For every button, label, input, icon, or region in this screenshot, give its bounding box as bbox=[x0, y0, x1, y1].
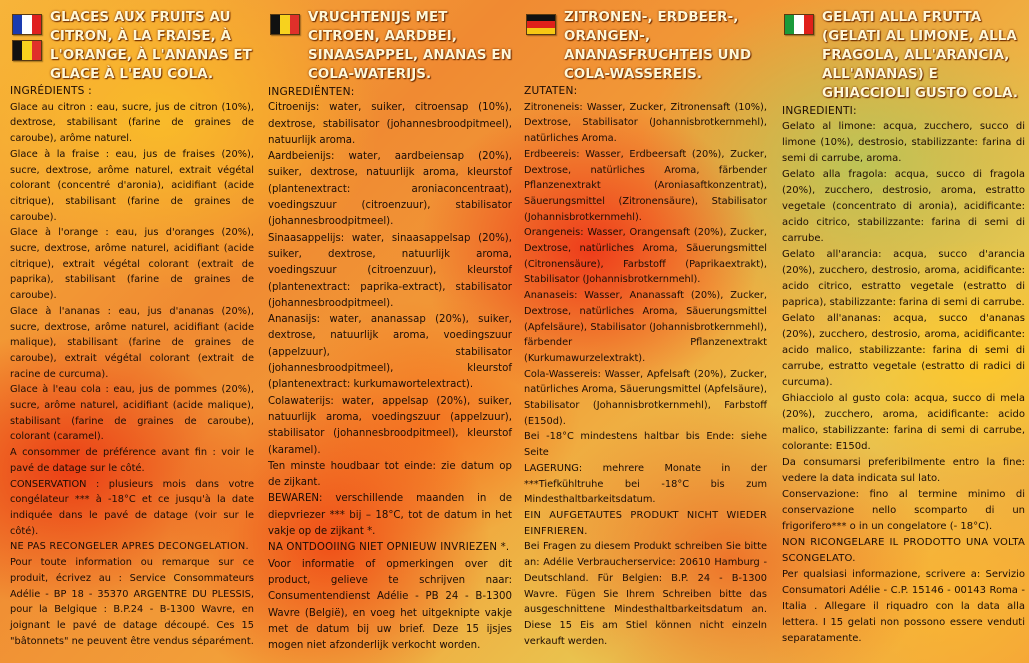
column-french bbox=[10, 8, 254, 658]
column-header bbox=[524, 8, 767, 84]
flag-stripe bbox=[22, 41, 31, 60]
ingredient-paragraph: Cola-Wassereis: Wasser, Apfelsaft (20%), Zucker, natürliches Aroma, Säuerungsmittel (Apfelsäure), Stabilisator (Johannisbrotkernmehl), Farbstoff (E150d). bbox=[524, 368, 767, 427]
contact-text: Per qualsiasi informazione, scrivere a: Servizio Consumatori Adélie - C.P. 15146 - 00143 Roma - Italia . Allegare il riquadro con la data alla lettera. I 15 gelati non possono essere venduti separatamente. bbox=[782, 569, 1025, 644]
column-german bbox=[524, 8, 767, 658]
best-before-text: Da consumarsi preferibilmente entro la fine: vedere la data indicata sul lato. bbox=[782, 457, 1025, 484]
contact-text: Bei Fragen zu diesem Produkt schreiben Sie bitte an: Adélie Verbraucherservice: 20610 Hamburg - Deutschland. Für Belgien: B.P. 24 - B-1300 Wavre. Fügen Sie Ihrem Schreiben bitte das ausgeschnittene Mindesthaltbarkeitsdatum an. Diese 15 Eis am Stiel können nicht einzeln verkauft werden. bbox=[524, 541, 767, 647]
flag-stripe bbox=[32, 41, 41, 60]
ingredient-paragraph: Zitroneneis: Wasser, Zucker, Zitronensaft (10%), Dextrose, Stabilisator (Johannisbrotkernmehl), natürliches Aroma. bbox=[524, 101, 767, 145]
flag-stripe bbox=[804, 15, 813, 34]
flag-stripe bbox=[13, 15, 22, 34]
storage-text: Conservazione: fino al termine minimo di conservazione nello scomparto di un frigorifero*** o in un congelatore (- 18°C). bbox=[782, 489, 1025, 532]
ingredient-paragraph: Glace à l'ananas : eau, jus d'ananas (20%), sucre, dextrose, arôme naturel, acidifiant (acide malique), stabilisant (farine de graines de caroube), extrait végétal colorant (extrait de racine de curcuma). bbox=[10, 305, 254, 380]
ingredient-paragraph: Gelato all'arancia: acqua, succo d'arancia (20%), zucchero, destrosio, aroma, acidificante: acido citrico, estratto vegetale (estratto di paprica), stabilizzante: farina di semi di carrube. bbox=[782, 249, 1025, 308]
ingredients-heading: ZUTATEN: bbox=[524, 85, 578, 97]
ingredients-heading: INGREDIENTI: bbox=[782, 105, 857, 117]
flag-stripe bbox=[32, 15, 41, 34]
refreeze-warning: NON RICONGELARE IL PRODOTTO UNA VOLTA SCONGELATO. bbox=[782, 537, 1025, 564]
contact-text: Pour toute information ou remarque sur ce produit, écrivez au : Service Consommateurs Adélie - BP 18 - 35370 ARGENTRE DU PLESSIS, pour la Belgique : B.P.24 - B-1300 Wavre, en joignant le pavé de datage découpé. Ces 15 "bâtonnets" ne peuvent être vendus séparément. bbox=[10, 557, 254, 647]
column-title: VRUCHTENIJS MET CITROEN, AARDBEI, SINAASAPPEL, ANANAS EN COLA-WATERIJS. bbox=[308, 10, 512, 82]
best-before-text: A consommer de préférence avant fin : voir le pavé de datage sur le côté. bbox=[10, 447, 254, 474]
ingredient-paragraph: Glace à l'orange : eau, jus d'oranges (20%), sucre, dextrose, arôme naturel, acidifiant (acide citrique), extrait végétal colorant (extrait de paprika), stabilisant (farine de graines de caroube). bbox=[10, 227, 254, 302]
ingredient-paragraph: Ghiacciolo al gusto cola: acqua, succo di mela (20%), zucchero, aroma, acidificante: acido malico, stabilizzante: farina di semi di carrube, colorante: E150d. bbox=[782, 393, 1025, 452]
france-flag-icon bbox=[12, 14, 42, 35]
ingredient-paragraph: Sinaasappelijs: water, sinaasappelsap (20%), suiker, dextrose, natuurlijk aroma, voedingszuur (citroenzuur), kleurstof (plantenextract: paprika-extract), stabilisator (johannesbroodpitmeel). bbox=[268, 232, 512, 309]
ingredient-paragraph: Gelato all'ananas: acqua, succo d'ananas (20%), zucchero, destrosio, aroma, acidificante: acido malico, stabilizzante: farina di semi di carrube, estratto vegetale (estratto di radici di curcuma). bbox=[782, 313, 1025, 388]
flag-stripe bbox=[794, 15, 803, 34]
ingredient-paragraph: Glace au citron : eau, sucre, jus de citron (10%), dextrose, stabilisant (farine de graines de caroube), arôme naturel. bbox=[10, 101, 254, 145]
flag-stripe bbox=[290, 15, 299, 34]
ingredient-paragraph: Erdbeereis: Wasser, Erdbeersaft (20%), Zucker, Dextrose, natürliches Aroma, färbender Pflanzenextrakt (Aroniasaftkonzentrat), Säuerungsmittel (Zitronensäure), Stabilisator (Johannisbrotkernmehl). bbox=[524, 148, 767, 223]
column-italian bbox=[782, 8, 1025, 658]
best-before-text: Ten minste houdbaar tot einde: zie datum op de zijkant. bbox=[268, 460, 512, 489]
column-header bbox=[10, 8, 254, 84]
ingredient-paragraph: Aardbeienijs: water, aardbeiensap (20%), suiker, dextrose, natuurlijk aroma, kleurstof (plantenextract: aroniaconcentraat), voedingszuur (citroenzuur), stabilisator (johannesbroodpitmeel). bbox=[268, 151, 512, 228]
ingredients-heading: INGREDIËNTEN: bbox=[268, 86, 355, 98]
refreeze-warning: NA ONTDOOIING NIET OPNIEUW INVRIEZEN *. bbox=[268, 542, 510, 554]
flag-stripe bbox=[13, 41, 22, 60]
italy-flag-icon bbox=[784, 14, 814, 35]
ingredient-paragraph: Orangeneis: Wasser, Orangensaft (20%), Zucker, Dextrose, natürliches Aroma, Säuerungsmittel (Citronensäure), Farbstoff (Paprikaextrakt), Stabilisator (Johannisbrotkernmehl). bbox=[524, 227, 767, 286]
ingredient-paragraph: Gelato al limone: acqua, zucchero, succo di limone (10%), destrosio, stabilizzante: farina di semi di carrube, aroma. bbox=[782, 121, 1025, 164]
flag-stripe bbox=[280, 15, 289, 34]
flag-stripe bbox=[22, 15, 31, 34]
belgium-flag-icon bbox=[12, 40, 42, 61]
contact-text: Voor informatie of opmerkingen over dit product, gelieve te schrijven naar: Consumentendienst Adélie - PB 24 - B-1300 Wavre (België), en voeg het uitgeknipte vakje met de datum bij uw brief. Deze 15 ijsjes mogen niet afzonderlijk verkocht worden. bbox=[268, 558, 512, 652]
column-header bbox=[268, 8, 512, 84]
flag-stripe bbox=[527, 28, 555, 34]
ingredient-paragraph: Ananasijs: water, ananassap (20%), suiker, dextrose, natuurlijk aroma, voedingszuur (appelzuur), stabilisator (johannesbroodpitmeel), kleurstof (plantenextract: kurkumawortelextract). bbox=[268, 314, 512, 391]
best-before-text: Bei -18°C mindestens haltbar bis Ende: siehe Seite bbox=[524, 431, 767, 459]
flag-stripe bbox=[785, 15, 794, 34]
column-title: GLACES AUX FRUITS AU CITRON, À LA FRAISE, À L'ORANGE, À L'ANANAS ET GLACE À L'EAU COLA. bbox=[50, 10, 252, 82]
flag-stripe bbox=[271, 15, 280, 34]
ingredient-paragraph: Gelato alla fragola: acqua, succo di fragola (20%), zucchero, destrosio, aroma, estratto vegetale (concentrato di aronia), acidificante: acido citrico, stabilizzante: farina di semi di carrube. bbox=[782, 169, 1025, 244]
column-title: ZITRONEN-, ERDBEER-, ORANGEN-, ANANASFRUCHTEIS UND COLA-WASSEREIS. bbox=[564, 10, 752, 82]
column-title: GELATI ALLA FRUTTA (GELATI AL LIMONE, ALLA FRAGOLA, ALL'ARANCIA, ALL'ANANAS) E GHIACCIOLI GUSTO COLA. bbox=[822, 10, 1019, 101]
ingredient-paragraph: Glace à l'eau cola : eau, jus de pommes (20%), sucre, arôme naturel, acidifiant (acide malique), stabilisant (farine de graines de caroube), colorant (caramel). bbox=[10, 384, 254, 443]
ingredient-paragraph: Glace à la fraise : eau, jus de fraises (20%), sucre, dextrose, arôme naturel, extrait végétal colorant (concentré d'aronia), acidifiant (acide citrique), stabilisant (farine de graines de caroube). bbox=[10, 148, 254, 223]
ingredient-paragraph: Citroenijs: water, suiker, citroensap (10%), dextrose, stabilisator (johannesbroodpitmeel), natuurlijk aroma. bbox=[268, 102, 512, 146]
ingredient-paragraph: Ananaseis: Wasser, Ananassaft (20%), Zucker, Dextrose, natürliches Aroma, Säuerungsmittel (Apfelsäure), Stabilisator (Johannisbrotkernmehl), färbender Pflanzenextrakt (Kurkumawurzelextrakt). bbox=[524, 290, 767, 364]
germany-flag-icon bbox=[526, 14, 556, 35]
ingredient-paragraph: Colawaterijs: water, appelsap (20%), suiker, natuurlijk aroma, voedingszuur (appelzuur), stabilisator (johannesbroodpitmeel), kleurstof (karamel). bbox=[268, 395, 512, 456]
belgium-flag-icon bbox=[270, 14, 300, 35]
column-dutch bbox=[268, 8, 512, 658]
storage-text: BEWAREN: verschillende maanden in de diepvriezer *** bij – 18°C, tot de datum in het vakje op de zijkant *. bbox=[268, 493, 512, 538]
refreeze-warning: EIN AUFGETAUTES PRODUKT NICHT WIEDER EINFRIEREN. bbox=[524, 509, 767, 537]
storage-text: LAGERUNG: mehrere Monate in der ***Tiefkühltruhe bei -18°C bis zum Mindesthaltbarkeitsdatum. bbox=[524, 462, 767, 506]
ingredients-heading: INGRÉDIENTS : bbox=[10, 85, 92, 97]
storage-text: CONSERVATION : plusieurs mois dans votre congélateur *** à -18°C et ce jusqu'à la date indiquée dans le pavé de datage (voir sur le côté). bbox=[10, 478, 254, 537]
column-header bbox=[782, 8, 1025, 103]
refreeze-warning: NE PAS RECONGELER APRES DECONGELATION. bbox=[10, 541, 249, 553]
